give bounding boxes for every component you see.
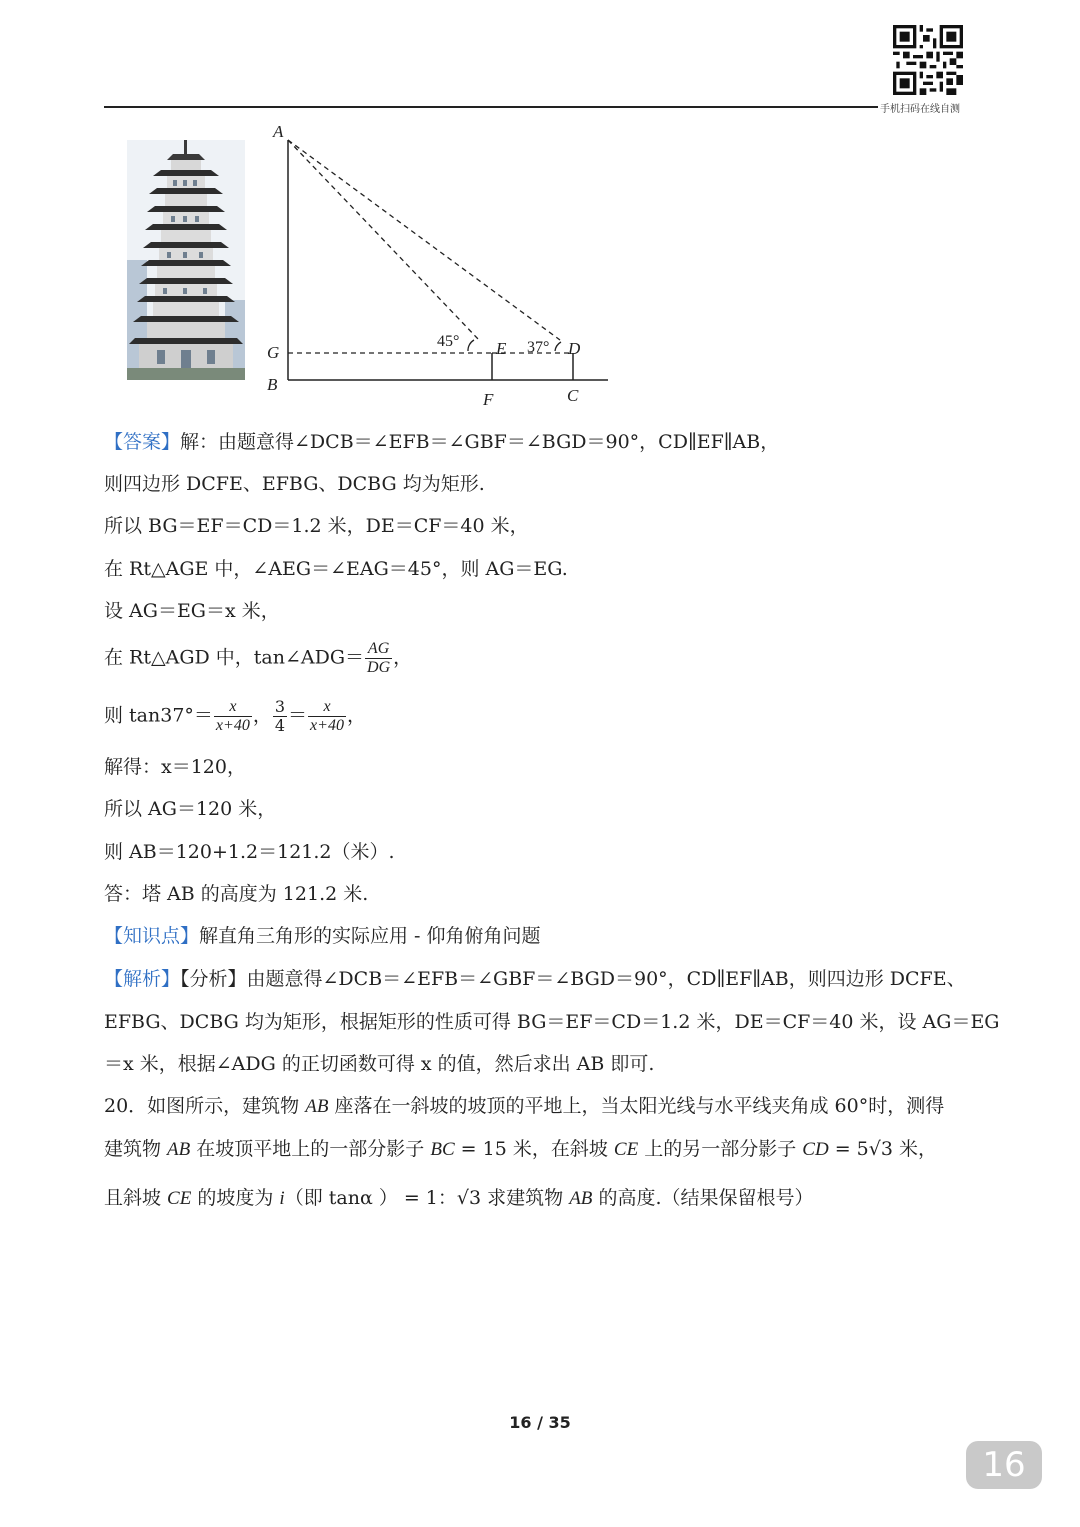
angle-label-45: 45° xyxy=(437,333,460,350)
question20-line-1: 20．如图所示，建筑物 AB 座落在一斜坡的坡顶的平地上，当太阳光线与水平线夹角成 60°时，测得 xyxy=(104,1095,945,1117)
answer-line-4: 在 Rt△AGE 中，∠AEG＝∠EAG＝45°，则 AG＝EG. xyxy=(104,558,568,580)
answer-line-10: 则 AB＝120+1.2＝121.2（米）. xyxy=(104,841,395,863)
question20-line-3: 且斜坡 CE 的坡度为 i（即 tanα ） = 1：√3 求建筑物 AB 的高度.（结果保留根号） xyxy=(104,1187,814,1209)
answer-line-11: 答：塔 AB 的高度为 121.2 米. xyxy=(104,883,369,905)
fraction-3-4: $\frac{3}{4}$ xyxy=(274,697,286,735)
sight-line-ad xyxy=(288,140,560,340)
label-g: G xyxy=(267,343,280,362)
label-c: C xyxy=(567,386,579,405)
answer-line-1: 【答案】解：由题意得∠DCB＝∠EFB＝∠GBF＝∠BGD＝90°，CD∥EF∥AB， xyxy=(104,431,780,453)
answer-line-8: 解得：x＝120， xyxy=(104,756,246,778)
analysis-line-1: 【解析】【分析】由题意得∠DCB＝∠EFB＝∠GBF＝∠BGD＝90°，CD∥EF∥AB，则四边形 DCFE、 xyxy=(104,968,966,990)
sight-line-ae xyxy=(288,140,479,340)
label-e: E xyxy=(496,339,507,358)
angle-arc-d xyxy=(555,342,561,351)
label-d: D xyxy=(568,339,581,358)
angle-label-37: 37° xyxy=(527,339,550,356)
answer-line-5: 设 AG＝EG＝x 米， xyxy=(104,600,280,622)
answer-line-6: 在 Rt△AGD 中，tan∠ADG＝ $\frac{AG}{DG}$ ， xyxy=(104,640,413,676)
qr-caption: 手机扫码在线自测 xyxy=(880,104,960,115)
page-badge: 16 xyxy=(966,1441,1042,1489)
answer-tag: 【答案】 xyxy=(104,431,181,453)
analysis-line-3: ＝x 米，根据∠ADG 的正切函数可得 x 的值，然后求出 AB 即可. xyxy=(104,1053,655,1075)
header-rule xyxy=(104,106,878,108)
answer-line-9: 所以 AG＝120 米， xyxy=(104,798,277,820)
angle-arc-e xyxy=(468,340,474,351)
label-f: F xyxy=(483,390,494,409)
geometry-diagram xyxy=(255,118,625,418)
label-b: B xyxy=(267,375,278,394)
pagoda-image xyxy=(127,140,245,380)
fraction-x-over-x40-2: $\frac{x}{x+40}$ xyxy=(310,698,344,734)
answer-line-7: 则 tan37°＝ $\frac{x}{x+40}$ ， $\frac{3}{4}$ ＝ $\frac{x}{x+40}$ ， xyxy=(104,697,366,735)
qr-code-icon xyxy=(893,25,963,95)
analysis-line-2: EFBG、DCBG 均为矩形，根据矩形的性质可得 BG＝EF＝CD＝1.2 米，DE＝CF＝40 米，设 AG＝EG xyxy=(104,1011,1000,1033)
answer-line-3: 所以 BG＝EF＝CD＝1.2 米，DE＝CF＝40 米， xyxy=(104,515,529,537)
answer-line-2: 则四边形 DCFE、EFBG、DCBG 均为矩形. xyxy=(104,473,485,495)
fraction-ag-dg: $\frac{AG}{DG}$ xyxy=(367,640,391,676)
page-number: 16 / 35 xyxy=(509,1413,571,1432)
knowledge-tag: 【知识点】 xyxy=(104,925,200,947)
fraction-x-over-x40: $\frac{x}{x+40}$ xyxy=(215,698,250,734)
question20-line-2: 建筑物 AB 在坡顶平地上的一部分影子 BC = 15 米，在斜坡 CE 上的另一部分影子 CD = 5√3 米， xyxy=(104,1138,938,1160)
analysis-tag: 【解析】 xyxy=(104,968,181,990)
label-a: A xyxy=(273,122,284,141)
knowledge-line: 【知识点】解直角三角形的实际应用 - 仰角俯角问题 xyxy=(104,925,541,947)
